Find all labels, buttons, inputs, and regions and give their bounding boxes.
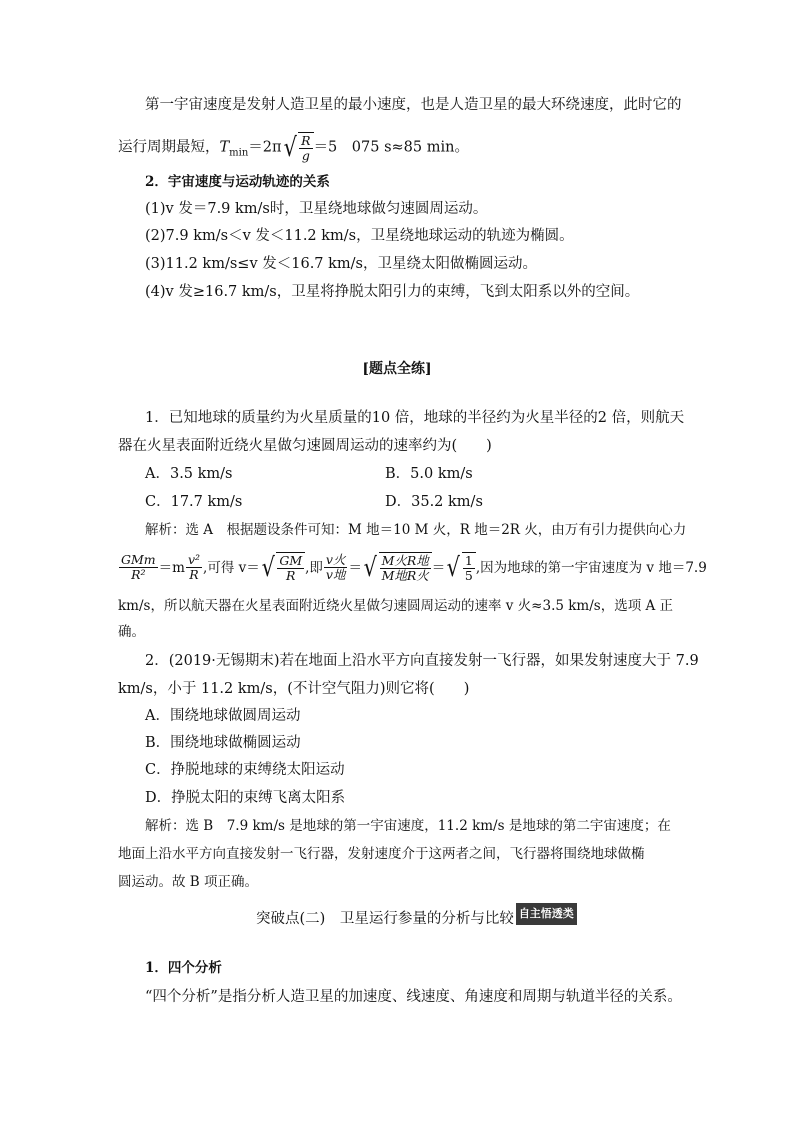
q2-option-a: A．围绕地球做圆周运动 [145,708,301,724]
frac-den: g [301,148,310,163]
breakthrough-heading [256,903,577,929]
frac-num: R [301,133,311,148]
formula-eq-3: ＝ [431,559,446,576]
frac-num: M火R地 [381,553,429,568]
q1-explanation-line-1: 解析：选 A 根据题设条件可知：M 地＝10 M 火，R 地＝2R 火，由万有引力提供向心力 [145,522,687,538]
frac-num: v² [187,552,201,567]
q2-explanation-line-3: 圆运动。故 B 项正确。 [118,874,259,890]
frac-den: R [286,568,296,583]
formula-gmm-r2 [119,553,158,582]
section-2-item-3: (3)11.2 km/s≤v 发＜16.7 km/s，卫星绕太阳做椭圆运动。 [145,256,538,272]
sqrt-sign-icon: √ [283,132,297,163]
section-2-item-4: (4)v 发≥16.7 km/s，卫星将挣脱太阳引力的束缚，飞到太阳系以外的空间。 [145,284,640,300]
frac-num: GM [279,553,303,568]
breakthrough-title: 突破点(二) 卫星运行参量的分析与比较 [256,911,514,927]
frac-den: R² [131,567,146,582]
frac-den: R [189,567,199,582]
frac-num: GMm [121,552,156,567]
sqrt-gm-r [260,552,305,583]
sqrt-r-over-g [282,132,314,163]
frac-num: 1 [464,553,473,568]
section-2-title: 2．宇宙速度与运动轨迹的关系 [145,174,330,190]
section-2-item-1: (1)v 发＝7.9 km/s时，卫星绕地球做匀速圆周运动。 [145,201,488,217]
sqrt-one-fifth [445,552,476,583]
intro-line-2-prefix: 运行周期最短， [118,139,220,156]
q2-explanation-line-1: 解析：选 B 7.9 km/s 是地球的第一宇宙速度，11.2 km/s 是地球的第二宇宙速度；在 [145,818,671,834]
formula-v2-r [186,553,202,582]
formula-text-3: ,因为地球的第一宇宙速度为 v 地＝7.9 [475,559,707,576]
q2-stem-line-2: km/s，小于 11.2 km/s，(不计空气阻力)则它将( ) [118,681,470,697]
q1-option-b: B．5.0 km/s [385,466,473,482]
q2-stem-line-1: 2．(2019·无锡期末)若在地面上沿水平方向直接发射一飞行器，如果发射速度大于 7.9 [145,653,699,669]
four-analyses-body: “四个分析”是指分析人造卫星的加速度、线速度、角速度和周期与轨道半径的关系。 [145,989,682,1005]
sqrt-mass-ratio [362,552,432,583]
formula-text-2: ,即 [305,559,323,576]
q1-option-c: C．17.7 km/s [145,494,243,510]
q1-option-d: D．35.2 km/s [385,494,483,510]
sqrt-sign-icon: √ [446,552,461,583]
formula-v-ratio [324,553,348,582]
q1-explanation-formula [118,552,707,583]
frac-num: v火 [325,552,346,567]
sqrt-sign-icon: √ [261,552,275,583]
intro-line-2 [118,132,469,163]
formula-text-1: ,可得 v＝ [203,559,260,576]
q1-option-a: A．3.5 km/s [145,466,233,482]
q2-option-b: B．围绕地球做椭圆运动 [145,735,301,751]
frac-den: M地R火 [381,568,429,583]
q2-explanation-line-2: 地面上沿水平方向直接发射一飞行器，发射速度介于这两者之间，飞行器将围绕地球做椭 [118,846,645,862]
formula-eq-2: ＝ [348,559,362,576]
frac-den: v地 [325,567,346,582]
q1-stem-line-2: 器在火星表面附近绕火星做匀速圆周运动的速率约为( ) [118,438,492,454]
q2-option-c: C．挣脱地球的束缚绕太阳运动 [145,762,345,778]
q1-stem-line-1: 1．已知地球的质量约为火星质量的10 倍，地球的半径约为火星半径的2 倍，则航天 [145,410,685,426]
period-symbol: T [219,139,230,156]
formula-eq-m: ＝m [158,559,185,576]
sqrt-sign-icon: √ [363,552,377,583]
section-2-item-2: (2)7.9 km/s＜v 发＜11.2 km/s，卫星绕地球运动的轨迹为椭圆。 [145,228,574,244]
q1-explanation-line-4: 确。 [118,624,145,640]
q1-explanation-line-3: km/s，所以航天器在火星表面附近绕火星做匀速圆周运动的速率 v 火≈3.5 km/s，选项 A 正 [118,598,674,614]
period-subscript: min [229,147,249,159]
self-study-badge: 自主悟透类 [516,903,577,925]
four-analyses-title: 1．四个分析 [145,960,222,976]
fraction-r-g [299,134,312,163]
period-result: ＝5 075 s≈85 min。 [313,139,469,156]
frac-den: 5 [464,568,473,583]
period-equals: ＝2π [248,139,282,156]
q2-option-d: D．挣脱太阳的束缚飞离太阳系 [145,790,346,806]
intro-line-1: 第一宇宙速度是发射人造卫星的最小速度，也是人造卫星的最大环绕速度，此时它的 [145,97,682,113]
drill-heading: [题点全练] [362,361,432,377]
